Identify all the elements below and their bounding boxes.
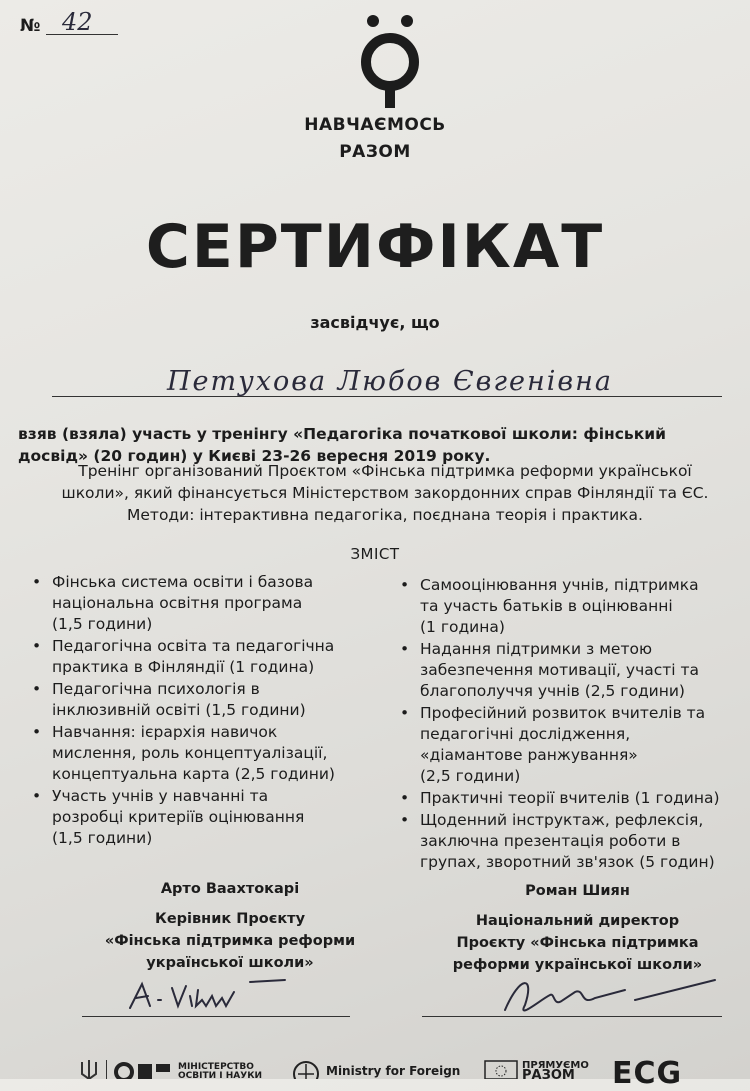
signature-line-left: [82, 1016, 350, 1017]
contents-item-line: «діамантове ранжування»: [420, 746, 638, 764]
contents-item-line: • Фінська система освіти і базова: [52, 573, 314, 591]
contents-list-item: [20, 572, 390, 635]
contents-item-line: та участь батьків в оцінюванні: [420, 597, 673, 615]
contents-list-item: [388, 639, 748, 702]
signatory-name: Роман Шиян: [525, 883, 630, 899]
pryamuemo-razom-label: [522, 1061, 589, 1081]
signatory-title-line: «Фінська підтримка реформи: [104, 933, 356, 949]
pryamuemo-line-2: РАЗОМ: [522, 1068, 575, 1083]
organizer-statement: [0, 460, 750, 526]
contents-item-line: • Педагогічна психологія в: [52, 680, 260, 698]
ministry-line-2: ОСВІТИ І НАУКИ: [178, 1071, 263, 1081]
navchaemos-razom-logo-icon: [355, 14, 425, 110]
signatory-name: Арто Ваахтокарі: [160, 881, 300, 897]
signatory-title-line: реформи української школи»: [452, 957, 703, 973]
number-label: №: [20, 16, 42, 36]
contents-list-item: [388, 810, 748, 873]
organizer-line-3: Методи: інтерактивна педагогіка, поєднана теорія і практика.: [127, 506, 643, 524]
certificate-number: 42: [62, 8, 93, 36]
contents-item-line: • Педагогічна освіта та педагогічна: [52, 637, 335, 655]
number-underline: [46, 34, 118, 35]
contents-item-line: концептуальна карта (2,5 години): [52, 765, 335, 783]
logo-text: [0, 112, 750, 166]
contents-item-line: національна освітня програма: [52, 594, 303, 612]
contents-list-item: [388, 703, 748, 787]
contents-item-line: практика в Фінляндії (1 година): [52, 658, 315, 676]
signature-line-right: [422, 1016, 722, 1017]
mfa-label: Ministry for Foreign: [326, 1064, 461, 1078]
contents-item-line: • Навчання: ієрархія навичок: [52, 723, 278, 741]
certificate-title: СЕРТИФІКАТ: [145, 212, 605, 282]
contents-list-item: [20, 636, 390, 678]
signatory-title-line: Національний директор: [475, 913, 680, 929]
contents-item-line: • Участь учнів у навчанні та: [52, 787, 269, 805]
ministry-logo-icon: [114, 1060, 174, 1079]
contents-item-line: забезпечення мотивації, участі та: [420, 661, 700, 679]
logo-line-2: РАЗОМ: [339, 142, 411, 162]
organizer-line-2: школи», який фінансується Міністерством закордонних справ Фінляндії та ЄС.: [61, 484, 709, 502]
signatory-title-line: Проєкту «Фінська підтримка: [456, 935, 699, 951]
contents-list-item: [20, 679, 390, 721]
contents-list-left: [20, 572, 390, 850]
signature-right-icon: [495, 970, 720, 1020]
signature-left-icon: [120, 976, 300, 1016]
footer-divider: [106, 1060, 107, 1079]
contents-item-line: • Надання підтримки з метою: [420, 640, 653, 658]
pryamuemo-line-1: ПРЯМУЄМО: [522, 1060, 589, 1071]
contents-item-line: (1,5 години): [52, 615, 153, 633]
signatory-title-line: Керівник Проєкту: [154, 911, 306, 927]
mfa-finland-emblem-icon: [290, 1060, 322, 1079]
contents-item-line: благополуччя учнів (2,5 години): [420, 682, 685, 700]
contents-list-right: [388, 575, 748, 874]
contents-heading: ЗМІСТ: [350, 545, 400, 563]
contents-item-line: інклюзивній освіті (1,5 години): [52, 701, 306, 719]
contents-list-item: [20, 786, 390, 849]
signature-block-left: [60, 878, 400, 974]
contents-item-line: (1,5 години): [52, 829, 153, 847]
contents-item-line: мислення, роль концептуалізації,: [52, 744, 328, 762]
ministry-label: [178, 1063, 262, 1081]
eu-flag-icon: [484, 1060, 518, 1079]
organizer-line-1: Тренінг організований Проєктом «Фінська підтримка реформи української: [78, 462, 692, 480]
contents-list-item: [20, 722, 390, 785]
signatory-title-line: української школи»: [146, 955, 314, 971]
logo-line-1: НАВЧАЄМОСЬ: [304, 115, 446, 135]
trident-icon: [78, 1060, 100, 1079]
participation-line-2: досвід» (20 годин) у Києві 23-26 вересня 2019 року.: [18, 447, 491, 465]
contents-item-line: • Практичні теорії вчителів (1 година): [420, 789, 720, 807]
contents-item-line: • Професійний розвиток вчителів та: [420, 704, 706, 722]
contents-list-item: [388, 788, 748, 809]
contents-item-line: педагогічні дослідження,: [420, 725, 631, 743]
contents-item-line: групах, зворотний зв'язок (5 годин): [420, 853, 715, 871]
contents-item-line: заключна презентація роботи в: [420, 832, 681, 850]
signature-block-right: [405, 880, 750, 976]
contents-item-line: розробці критеріїв оцінювання: [52, 808, 305, 826]
recipient-name: Петухова Любов Євгенівна: [166, 366, 613, 397]
recipient-underline: [52, 396, 722, 397]
contents-item-line: (1 година): [420, 618, 505, 636]
contents-item-line: • Самооцінювання учнів, підтримка: [420, 576, 699, 594]
participation-line-1: взяв (взяла) участь у тренінгу «Педагогіка початкової школи: фінський: [18, 425, 666, 443]
attests-text: засвідчує, що: [310, 313, 440, 332]
ecg-logo: ECG: [612, 1056, 683, 1091]
ministry-line-1: МІНІСТЕРСТВО: [178, 1062, 254, 1072]
contents-list-item: [388, 575, 748, 638]
contents-item-line: (2,5 години): [420, 767, 521, 785]
contents-item-line: • Щоденний інструктаж, рефлексія,: [420, 811, 704, 829]
